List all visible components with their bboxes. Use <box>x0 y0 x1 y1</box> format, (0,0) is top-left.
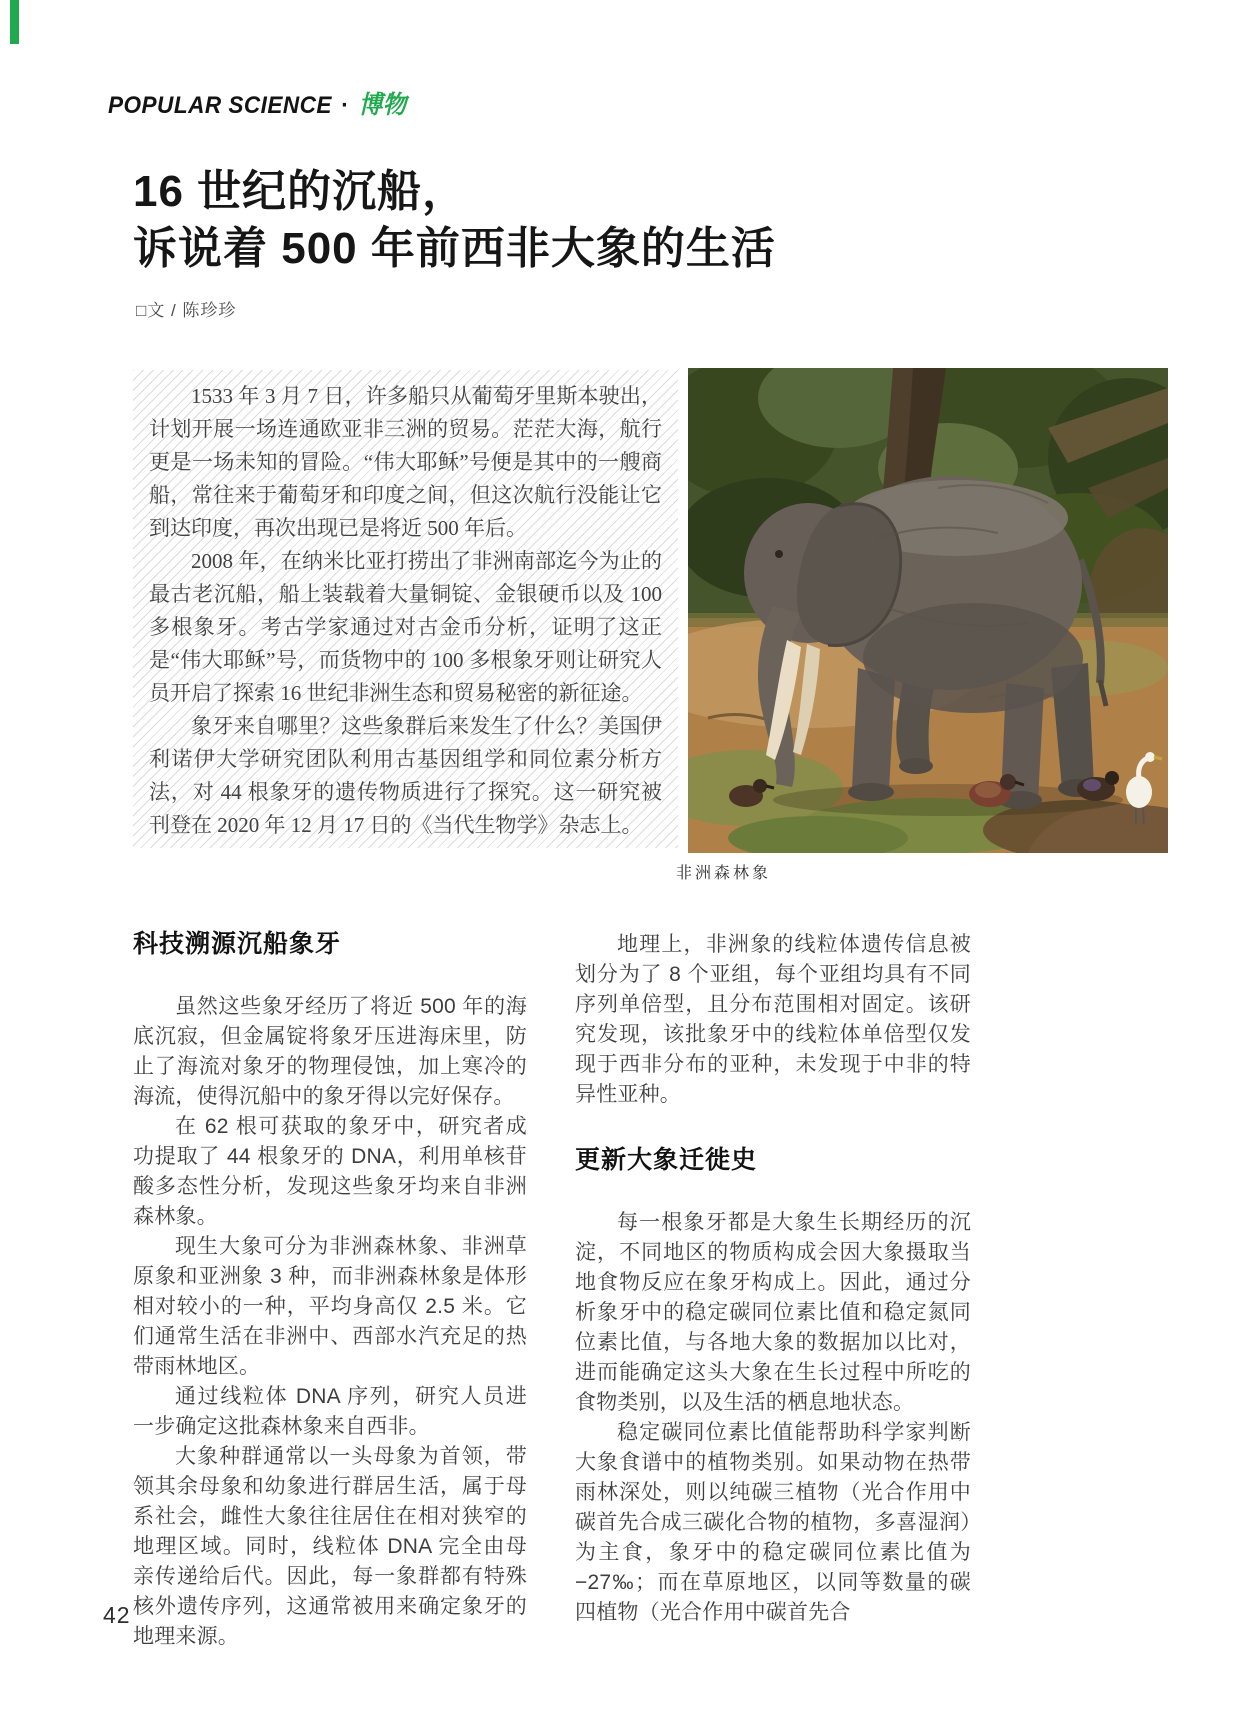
body-paragraph: 现生大象可分为非洲森林象、非洲草原象和亚洲象 3 种，而非洲森林象是体形相对较小的一种，平均身高仅 2.5 米。它们通常生活在非洲中、西部水汽充足的热带雨林地区。 <box>133 1235 527 1378</box>
article-title-line2: 诉说着 500 年前西非大象的生活 <box>133 224 776 273</box>
article-photo <box>688 368 1168 853</box>
article-title <box>133 163 776 277</box>
body-paragraph: 通过线粒体 DNA 序列，研究人员进一步确定这批森林象来自西非。 <box>133 1385 527 1438</box>
page-number: 42 <box>103 1602 131 1628</box>
body-paragraph: 大象种群通常以一头母象为首领，带领其余母象和幼象进行群居生活，属于母系社会，雌性大象往往居住在相对狭窄的地理区域。同时，线粒体 DNA 完全由母亲传递给后代。因此，每一象群都有特殊核外遗传序列，这通常被用来确定象牙的地理来源。 <box>133 1445 527 1648</box>
article-byline: □文 / 陈珍珍 <box>136 301 237 320</box>
body-paragraph: 每一根象牙都是大象生长期经历的沉淀，不同地区的物质构成会因大象摄取当地食物反应在象牙构成上。因此，通过分析象牙中的稳定碳同位素比值和稳定氮同位素比值，与各地大象的数据加以比对，进而能确定这头大象在生长过程中所吃的食物类别，以及生活的栖息地状态。 <box>575 1211 971 1414</box>
article-title-line1: 16 世纪的沉船， <box>133 167 468 216</box>
body-paragraph: 地理上，非洲象的线粒体遗传信息被划分为了 8 个亚组，每个亚组均具有不同序列单倍型，且分布范围相对固定。该研究发现，该批象牙中的线粒体单倍型仅发现于西非分布的亚种，未发现于中非的特异性亚种。 <box>575 933 971 1106</box>
body-paragraph: 虽然这些象牙经历了将近 500 年的海底沉寂，但金属锭将象牙压进海床里，防止了海流对象牙的物理侵蚀，加上寒冷的海流，使得沉船中的象牙得以完好保存。 <box>133 995 527 1108</box>
section-heading-tech-tracing: 科技溯源沉船象牙 <box>133 930 342 958</box>
body-column-right <box>575 930 971 1628</box>
magazine-name: POPULAR SCIENCE <box>108 92 332 119</box>
lede-paragraph: 象牙来自哪里？这些象群后来发生了什么？美国伊利诺伊大学研究团队利用古基因组学和同位素分析方法，对 44 根象牙的遗传物质进行了探究。这一研究被刊登在 2020 年 12 月 17 日的《当代生物学》杂志上。 <box>149 714 662 837</box>
page-edge-mark <box>10 0 19 44</box>
header-separator-dot: · <box>341 92 350 119</box>
section-name: 博物 <box>358 91 407 119</box>
magazine-header <box>108 85 407 121</box>
section-heading-migration-history: 更新大象迁徙史 <box>575 1146 758 1174</box>
photo-caption: 非洲森林象 <box>676 865 772 882</box>
body-column-left <box>133 930 527 1652</box>
lede-paragraph: 1533 年 3 月 7 日，许多船只从葡萄牙里斯本驶出，计划开展一场连通欧亚非三洲的贸易。茫茫大海，航行更是一场未知的冒险。“伟大耶稣”号便是其中的一艘商船，常往来于葡萄牙和印度之间，但这次航行没能让它到达印度，再次出现已是将近 500 年后。 <box>149 384 662 540</box>
body-paragraph: 在 62 根可获取的象牙中，研究者成功提取了 44 根象牙的 DNA，利用单核苷酸多态性分析，发现这些象牙均来自非洲森林象。 <box>133 1115 527 1228</box>
body-paragraph: 稳定碳同位素比值能帮助科学家判断大象食谱中的植物类别。如果动物在热带雨林深处，则以纯碳三植物（光合作用中碳首先合成三碳化合物的植物，多喜湿润）为主食，象牙中的稳定碳同位素比值为 −27‰；而在草原地区，以同等数量的碳四植物（光合作用中碳首先合 <box>575 1421 971 1624</box>
lede-block <box>133 370 678 848</box>
lede-paragraph: 2008 年，在纳米比亚打捞出了非洲南部迄今为止的最古老沉船，船上装载着大量铜锭、金银硬币以及 100 多根象牙。考古学家通过对古金币分析，证明了这正是“伟大耶稣”号，而货物中的 100 多根象牙则让研究人员开启了探索 16 世纪非洲生态和贸易秘密的新征途。 <box>149 549 662 705</box>
